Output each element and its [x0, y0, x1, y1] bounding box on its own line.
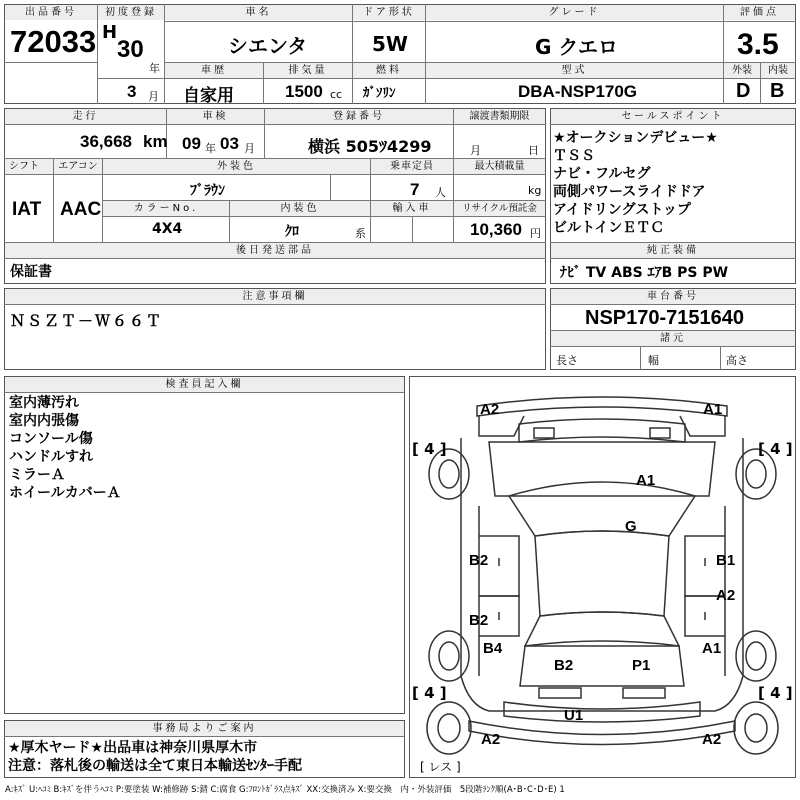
score-label: 評価点 — [724, 5, 795, 20]
year-value: 30 — [117, 36, 144, 63]
spare-tire: [ レス ] — [420, 760, 461, 774]
sales-point-item: ★オークションデビュー★ — [553, 130, 718, 146]
inspection-label: 車検 — [167, 109, 264, 124]
car-name-label: 車名 — [165, 5, 352, 20]
specs-label: 諸元 — [551, 331, 795, 346]
inspector-note: ミラーＡ — [9, 467, 65, 483]
equipment-value: ﾅﾋﾞ TV ABS ｴｱB PS PW — [560, 265, 729, 281]
mark-left-rear-door: B2 — [469, 612, 489, 629]
inspector-note: ハンドルすれ — [9, 449, 93, 465]
insp-month-unit: 月 — [244, 142, 255, 155]
door-value: 5W — [372, 32, 408, 56]
month-unit: 月 — [148, 90, 159, 103]
office-line-2: 注意：落札後の輸送は全て東日本輸送ｾﾝﾀｰ手配 — [8, 758, 302, 774]
model-value: DBA-NSP170G — [518, 82, 638, 101]
ac-value: AAC — [60, 199, 102, 220]
mark-right-front-door: B1 — [716, 552, 736, 569]
inspector-note: 室内薄汚れ — [9, 395, 79, 411]
year-unit: 年 — [149, 62, 160, 75]
exterior-value: D — [736, 80, 751, 102]
fuel-value: ｶﾞｿﾘﾝ — [363, 86, 396, 101]
mark-left-front-door: B2 — [469, 552, 489, 569]
notes-label: 注意事項欄 — [5, 289, 545, 304]
grade-value: G クエロ — [535, 35, 618, 59]
tire-fl: [ 4 ] — [412, 440, 447, 458]
int-color-unit: 系 — [355, 227, 366, 240]
reg-value: 横浜 505ﾂ4299 — [308, 137, 432, 156]
chassis-label: 車台番号 — [551, 289, 795, 304]
inspector-note: ホイールカバーＡ — [9, 485, 121, 501]
mark-front-right: A1 — [703, 401, 723, 418]
transfer-day-unit: 日 — [528, 144, 539, 157]
recycle-value: 10,360 — [470, 220, 522, 239]
mileage-value: 36,668 — [80, 132, 132, 151]
shift-value: IAT — [12, 199, 42, 220]
insp-year: 09 — [182, 134, 201, 153]
mark-rear-corner-left: A2 — [481, 731, 501, 748]
later-parts-value: 保証書 — [10, 264, 52, 280]
ext-color-label: 外装色 — [103, 159, 370, 174]
lot-label: 出品番号 — [5, 5, 97, 20]
lot-number: 72033 — [10, 24, 97, 59]
inspector-list — [9, 394, 399, 502]
sales-point-item: ビルトインＥＴＣ — [553, 220, 665, 236]
sales-points-label: セールスポイント — [551, 109, 795, 124]
sales-point-item: アイドリングストップ — [553, 202, 691, 218]
capacity-label: 乗車定員 — [371, 159, 453, 174]
car-diagram — [409, 376, 796, 778]
mark-right-rear-door: A2 — [716, 587, 736, 604]
capacity-unit: 人 — [435, 186, 446, 199]
max-load-label: 最大積載量 — [454, 159, 545, 174]
tire-rl: [ 4 ] — [412, 684, 447, 702]
inspector-note: コンソール傷 — [9, 431, 93, 447]
interior-label: 内装 — [761, 63, 795, 78]
month-value: 3 — [127, 82, 137, 101]
mark-rear-corner-right: A2 — [702, 731, 722, 748]
mark-roof: G — [625, 518, 637, 535]
max-load-unit: kg — [528, 184, 542, 197]
inspector-label: 検査員記入欄 — [5, 377, 404, 392]
legend: A:ｷｽﾞ U:ﾍｺﾐ B:ｷｽﾞを伴うﾍｺﾐ P:要塗装 W:補修跡 S:錆 C:腐食 G:ﾌﾛﾝﾄｶﾞﾗｽ点ｷｽﾞ XX:交換済み X:要交換 内・外装評価 5段階ﾗﾝｸ順(A･B･C･D･E) 1 — [5, 785, 565, 795]
capacity-value: 7 — [410, 180, 420, 199]
door-label: ドア形状 — [353, 5, 425, 20]
mark-front-left: A2 — [480, 401, 500, 418]
recycle-label: リサイクル預託金 — [454, 201, 545, 216]
insp-year-unit: 年 — [205, 142, 216, 155]
era-letter: H — [102, 22, 118, 43]
inspector-note: 室内内張傷 — [9, 413, 79, 429]
sales-point-item: 両側パワースライドドア — [553, 184, 706, 200]
fuel-label: 燃料 — [353, 63, 425, 78]
mark-rear-left: B2 — [554, 657, 574, 674]
width-label: 幅 — [648, 354, 659, 367]
mileage-label: 走行 — [5, 109, 166, 124]
score-value: 3.5 — [737, 28, 779, 61]
int-color-value: ｸﾛ — [285, 224, 299, 240]
tire-rr: [ 4 ] — [758, 684, 793, 702]
recycle-unit: 円 — [530, 227, 541, 240]
office-label: 事務局よりご案内 — [5, 721, 404, 736]
sales-point-item: ナビ・フルセグ — [553, 166, 651, 182]
displacement-value: 1500 — [285, 82, 323, 101]
office-line-1: ★厚木ヤード★出品車は神奈川県厚木市 — [8, 740, 258, 756]
transfer-month-unit: 月 — [470, 144, 481, 157]
mileage-unit: km — [143, 132, 168, 151]
displacement-unit: cc — [330, 88, 343, 101]
mark-rear-right: P1 — [632, 657, 651, 674]
mark-left-quarter: B4 — [483, 640, 503, 657]
mark-right-quarter: A1 — [702, 640, 722, 657]
notes-value: ＮＳＺＴ－Ｗ６６Ｔ — [10, 312, 164, 330]
int-color-label: 内装色 — [230, 201, 370, 216]
grade-label: グレード — [426, 5, 723, 20]
mark-hood: A1 — [636, 472, 656, 489]
reg-label: 登録番号 — [265, 109, 453, 124]
car-name: シエンタ — [228, 34, 308, 58]
sales-points-list — [553, 129, 793, 237]
insp-month: 03 — [220, 134, 239, 153]
later-parts-label: 後日発送部品 — [5, 243, 545, 258]
history-value: 自家用 — [183, 86, 234, 106]
ext-color-value: ﾌﾞﾗｳﾝ — [190, 183, 225, 199]
height-label: 高さ — [726, 354, 748, 367]
chassis-value: NSP170-7151640 — [585, 307, 745, 329]
exterior-label: 外装 — [724, 63, 760, 78]
sales-point-item: ＴＳＳ — [553, 148, 595, 164]
history-label: 車歴 — [165, 63, 263, 78]
color-no-label: カラーNo. — [103, 201, 229, 216]
interior-value: B — [770, 80, 785, 102]
length-label: 長さ — [556, 354, 578, 367]
shift-label: シフト — [5, 159, 53, 174]
model-label: 型式 — [426, 63, 723, 78]
color-no-value: 4X4 — [152, 221, 183, 237]
equipment-label: 純正装備 — [551, 243, 795, 258]
tire-fr: [ 4 ] — [758, 440, 793, 458]
first-reg-label: 初度登録 — [98, 5, 164, 20]
transfer-label: 譲渡書類期限 — [454, 109, 545, 124]
ac-label: エアコン — [54, 159, 102, 174]
displacement-label: 排気量 — [264, 63, 352, 78]
import-label: 輸入車 — [371, 201, 453, 216]
mark-rear-bumper: U1 — [564, 707, 584, 724]
